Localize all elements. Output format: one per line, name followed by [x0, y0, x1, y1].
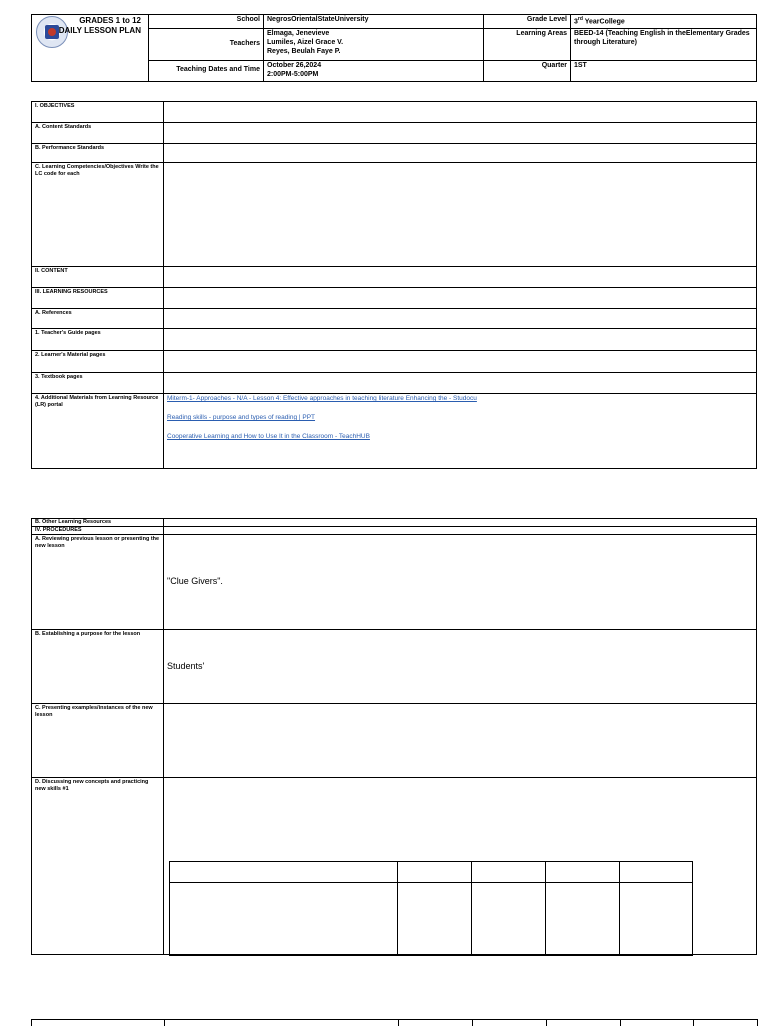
table-row — [32, 102, 757, 123]
link-studocu[interactable]: Miterm-1- Approaches - N/A - Lesson 4: Effective approaches in teaching literature Enhancing the - Studocu — [167, 395, 477, 402]
title-line1: GRADES 1 to 12 — [79, 16, 141, 25]
table-row — [32, 267, 757, 288]
purpose-label: B. Establishing a purpose for the lesson — [32, 630, 164, 704]
other-resources-label: B. Other Learning Resources — [32, 519, 164, 527]
table-row — [32, 535, 757, 630]
link-reading-skills[interactable]: Reading skills - purpose and types of reading | PPT — [167, 414, 316, 422]
presenting-label: C. Presenting examples/instances of the new lesson — [32, 704, 164, 778]
link-teachhub[interactable]: Cooperative Learning and How to Use It in the Classroom - TeachHUB — [167, 433, 370, 441]
reviewing-text: "Clue Givers". — [167, 576, 223, 587]
textbook-label: 3. Textbook pages — [32, 373, 164, 394]
links-cell — [164, 394, 757, 469]
learning-resources-label: III. LEARNING RESOURCES — [32, 288, 164, 309]
table-row — [32, 329, 757, 351]
title-cell — [32, 15, 149, 82]
table-row — [32, 519, 757, 527]
table-row — [170, 862, 693, 883]
table-row — [32, 704, 757, 778]
table-row — [32, 288, 757, 309]
quarter-value: 1ST — [571, 61, 757, 82]
dates-label: Teaching Dates and Time — [149, 61, 264, 82]
table-row — [32, 630, 757, 704]
content-label: II. CONTENT — [32, 267, 164, 288]
table-row — [32, 309, 757, 329]
title-line2: DAILY LESSON PLAN — [58, 26, 141, 35]
grade-label: Grade Level — [484, 15, 571, 29]
grade-value: 3rd YearCollege — [571, 15, 757, 29]
table-row — [32, 123, 757, 144]
competencies-label: C. Learning Competencies/Objectives Write the LC code for each — [32, 163, 164, 267]
lesson-table-page2 — [31, 518, 757, 955]
table-row — [32, 351, 757, 373]
table-row — [170, 883, 693, 955]
discussing-label: D. Discussing new concepts and practicing new skills #1 — [32, 778, 164, 955]
areas-value: BEED-14 (Teaching English in theElementary Grades through Literature) — [571, 29, 757, 61]
dates-value: October 26,2024 2:00PM-5:00PM — [264, 61, 484, 82]
teachers-value: Elmaga, Jenevieve Lumiles, Aizel Grace V. Reyes, Beulah Faye P. — [264, 29, 484, 61]
table-row — [32, 394, 757, 469]
table-row — [32, 527, 757, 535]
performance-standards-label: B. Performance Standards — [32, 144, 164, 163]
purpose-text: Students' — [167, 660, 205, 671]
procedures-label: IV. PROCEDURES — [32, 527, 164, 535]
page3-table-top — [31, 1019, 758, 1026]
header-table — [31, 14, 757, 82]
table-row — [32, 373, 757, 394]
areas-label: Learning Areas — [484, 29, 571, 61]
objectives-label: I. OBJECTIVES — [32, 102, 164, 123]
discussion-grid — [169, 861, 693, 956]
learners-material-label: 2. Learner's Material pages — [32, 351, 164, 373]
additional-materials-label: 4. Additional Materials from Learning Resource (LR) portal — [32, 394, 164, 469]
table-row — [32, 144, 757, 163]
teachers-label: Teachers — [149, 29, 264, 61]
table-row — [32, 163, 757, 267]
references-label: A. References — [32, 309, 164, 329]
content-standards-label: A. Content Standards — [32, 123, 164, 144]
lesson-table-page1 — [31, 101, 757, 469]
teachers-guide-label: 1. Teacher's Guide pages — [32, 329, 164, 351]
school-label: School — [149, 15, 264, 29]
school-value: NegrosOrientalStateUniversity — [264, 15, 484, 29]
table-row — [32, 778, 757, 955]
reviewing-label: A. Reviewing previous lesson or presenting the new lesson — [32, 535, 164, 630]
quarter-label: Quarter — [484, 61, 571, 82]
